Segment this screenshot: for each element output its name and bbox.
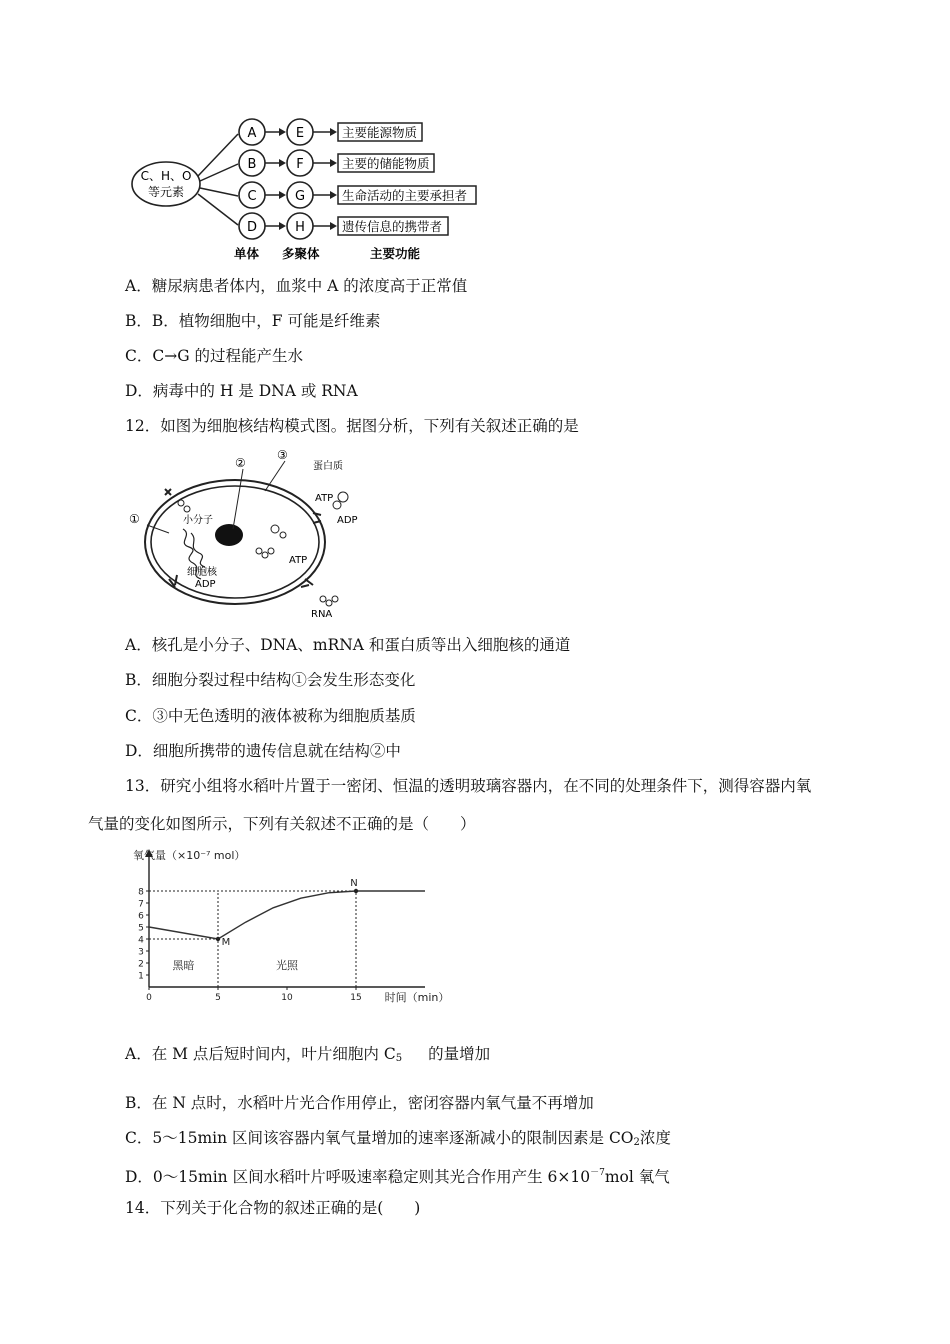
label-rna: RNA — [311, 609, 333, 620]
point-M — [216, 937, 220, 941]
q13-option-a-pre: A．在 M 点后短时间内，叶片细胞内 C — [125, 1045, 396, 1063]
q13-oxygen-chart — [125, 845, 450, 1005]
q13-option-a — [125, 1044, 490, 1069]
y-tick-label: 7 — [138, 899, 144, 910]
q11-col-monomer: 单体 — [234, 246, 260, 261]
q11-function-2: 主要的储能物质 — [342, 156, 430, 171]
q11-source-label-2: 等元素 — [147, 185, 185, 199]
label-nucleus: 细胞核 — [187, 567, 217, 578]
q11-function-4: 遗传信息的携带者 — [342, 219, 443, 234]
q11-function-3: 生命活动的主要承担者 — [342, 188, 468, 203]
point-label-M: M — [221, 937, 231, 948]
q13-option-c-post: 浓度 — [639, 1129, 671, 1147]
q11-option-c: C．C→G 的过程能产生水 — [125, 347, 304, 365]
q11-col-polymer: 多聚体 — [282, 246, 320, 261]
region-light-label: 光照 — [276, 959, 298, 972]
q12-option-d: D．细胞所携带的遗传信息就在结构②中 — [125, 742, 401, 760]
q12-nucleus-diagram — [125, 447, 375, 622]
q11-option-b: B．B．植物细胞中，F 可能是纤维素 — [125, 312, 381, 330]
point-N — [354, 889, 358, 893]
label-1: ① — [129, 512, 140, 526]
q11-polymer-g: G — [294, 189, 306, 204]
q11-polymer-e: E — [295, 126, 305, 141]
q11-col-function: 主要功能 — [370, 246, 421, 261]
x-tick-label: 15 — [350, 993, 362, 1003]
q13-stem-line-1: 13．研究小组将水稻叶片置于一密闭、恒温的透明玻璃容器内，在不同的处理条件下，测得容器内氧 — [125, 777, 812, 795]
label-2: ② — [235, 456, 246, 470]
q13-option-c — [125, 1128, 671, 1153]
q13-option-b: B．在 N 点时，水稻叶片光合作用停止，密闭容器内氧气量不再增加 — [125, 1094, 594, 1112]
q12-stem: 12．如图为细胞核结构模式图。据图分析，下列有关叙述正确的是 — [125, 417, 579, 435]
label-adp-1: ADP — [337, 515, 358, 526]
x-tick-label: 0 — [146, 993, 152, 1003]
point-label-N: N — [350, 878, 358, 889]
q13-option-a-post: 的量增加 — [428, 1045, 491, 1063]
y-tick-label: 5 — [138, 923, 144, 934]
label-atp-1: ATP — [315, 493, 334, 504]
label-adp-2: ADP — [195, 579, 216, 590]
q11-monomer-d: D — [246, 220, 258, 235]
y-tick-label: 8 — [138, 887, 144, 898]
q13-option-d-post: mol 氧气 — [604, 1168, 670, 1186]
x-tick-label: 10 — [281, 993, 293, 1003]
q14-stem: 14．下列关于化合物的叙述正确的是( ) — [125, 1199, 421, 1217]
oxygen-series-line — [149, 891, 425, 939]
x-tick-label: 5 — [215, 993, 221, 1003]
label-protein: 蛋白质 — [313, 461, 343, 472]
region-dark-label: 黑暗 — [172, 959, 195, 972]
x-axis-label: 时间（min） — [384, 991, 450, 1004]
q11-function-1: 主要能源物质 — [342, 125, 418, 140]
q11-monomer-c: C — [247, 189, 257, 204]
q13-stem-line-2: 气量的变化如图所示，下列有关叙述不正确的是（ ） — [88, 815, 476, 833]
q12-option-a: A．核孔是小分子、DNA、mRNA 和蛋白质等出入细胞核的通道 — [125, 636, 571, 654]
y-tick-label: 1 — [138, 971, 144, 982]
q11-monomer-b: B — [247, 157, 257, 172]
y-tick-label: 4 — [138, 935, 144, 946]
q13-option-d — [125, 1163, 670, 1187]
nucleolus — [215, 524, 243, 546]
q11-polymer-h: H — [295, 220, 305, 235]
q11-source-label: C、H、O — [140, 169, 192, 183]
y-axis-label: 氧气量（×10⁻⁷ mol） — [133, 849, 246, 862]
label-3: ③ — [277, 448, 288, 462]
q11-diagram — [130, 112, 500, 264]
q11-option-d: D．病毒中的 H 是 DNA 或 RNA — [125, 382, 358, 400]
q11-polymer-f: F — [296, 157, 304, 172]
q13-option-a-sub: 5 — [395, 1053, 403, 1064]
y-tick-label: 2 — [138, 959, 144, 970]
q11-monomer-a: A — [247, 126, 257, 141]
q13-option-d-sup: －7 — [590, 1168, 605, 1178]
q13-option-c-sub: 2 — [633, 1137, 640, 1148]
q13-option-d-pre: D．0～15min 区间水稻叶片呼吸速率稳定则其光合作用产生 6×10 — [125, 1168, 591, 1186]
q11-option-a: A．糖尿病患者体内，血浆中 A 的浓度高于正常值 — [125, 277, 468, 295]
q12-option-b: B．细胞分裂过程中结构①会发生形态变化 — [125, 671, 416, 689]
y-tick-label: 3 — [138, 947, 144, 958]
y-tick-label: 6 — [138, 911, 144, 922]
q12-option-c: C．③中无色透明的液体被称为细胞质基质 — [125, 707, 416, 725]
label-small-molecule: 小分子 — [183, 515, 213, 526]
q13-option-c-pre: C．5～15min 区间该容器内氧气量增加的速率逐渐减小的限制因素是 CO — [125, 1129, 634, 1147]
label-atp-2: ATP — [289, 555, 308, 566]
